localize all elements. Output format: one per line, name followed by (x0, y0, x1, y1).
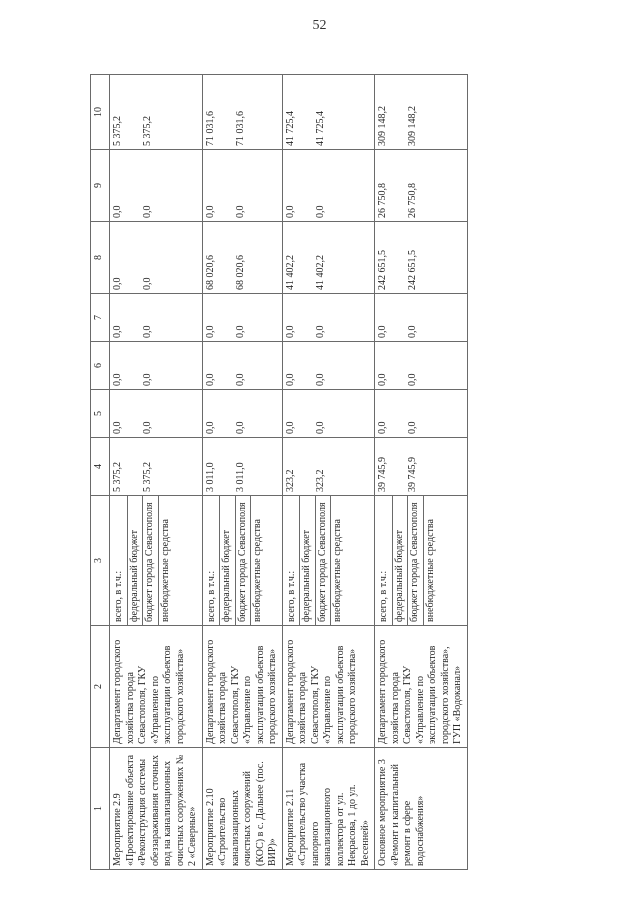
federal-budget-spacer (392, 345, 407, 386)
city-budget-value: 41 402,2 (314, 255, 326, 290)
table-row (202, 75, 282, 870)
event-name-cell: Мероприятие 2.10 «Строительство канализационных очистных сооружений (КОС) в с. Дальнее (пос. ВИР)» (202, 748, 282, 870)
federal-budget-spacer (300, 297, 315, 338)
value-cell-col-4 (202, 438, 282, 496)
value-cell-col-8 (202, 222, 282, 294)
value-cell-col-5 (110, 390, 203, 438)
city-budget-value: 26 750,8 (407, 183, 418, 218)
value-cell-col-6 (110, 342, 203, 390)
city-budget-value: 323,2 (314, 469, 326, 492)
city-budget-value: 68 020,6 (234, 255, 246, 290)
value-cell-col-6 (202, 342, 282, 390)
total-value: 242 651,5 (377, 250, 388, 290)
executor-cell: Департамент городского хозяйства города Севастополя, ГКУ «Управление по эксплуатации объектов городского хозяйства», ГУП «Водоканал» (375, 626, 468, 748)
total-value: 39 745,9 (377, 457, 388, 492)
col-header-7: 7 (91, 294, 110, 342)
total-value: 309 148,2 (377, 106, 388, 146)
value-cell-col-8 (282, 222, 375, 294)
funding-source-label: внебюджетные средства (158, 496, 174, 625)
value-cell-col-4 (282, 438, 375, 496)
total-value: 323,2 (284, 469, 296, 492)
total-value: 0,0 (112, 421, 123, 434)
federal-budget-spacer (127, 393, 142, 434)
city-budget-value: 0,0 (234, 373, 246, 386)
city-budget-value: 242 651,5 (407, 250, 418, 290)
value-cell-col-8 (375, 222, 468, 294)
funding-source-label: федеральный бюджет (392, 496, 408, 625)
col-header-9: 9 (91, 150, 110, 222)
funding-source-label: федеральный бюджет (127, 496, 143, 625)
col-header-1: 1 (91, 748, 110, 870)
table-row (375, 75, 468, 870)
value-cell-col-10 (110, 75, 203, 150)
total-value: 0,0 (204, 421, 216, 434)
city-budget-value: 0,0 (314, 373, 326, 386)
funding-source-label: внебюджетные средства (330, 496, 346, 625)
city-budget-value: 5 375,2 (142, 116, 153, 146)
total-value: 0,0 (112, 325, 123, 338)
funding-source-label: всего, в т.ч.: (113, 570, 124, 622)
value-cell-col-5 (202, 390, 282, 438)
city-budget-value: 0,0 (407, 325, 418, 338)
funding-source-label: бюджет города Севастополя (315, 496, 331, 625)
col-header-2: 2 (91, 626, 110, 748)
federal-budget-spacer (300, 153, 315, 218)
value-cell-col-7 (282, 294, 375, 342)
city-budget-value: 0,0 (142, 325, 153, 338)
city-budget-value: 41 725,4 (314, 111, 326, 146)
total-value: 0,0 (284, 205, 296, 218)
federal-budget-spacer (300, 441, 315, 492)
value-cell-col-7 (202, 294, 282, 342)
funding-source-label: внебюджетные средства (423, 496, 439, 625)
total-value: 5 375,2 (112, 116, 123, 146)
total-value: 0,0 (204, 205, 216, 218)
funding-source-label: всего, в т.ч.: (205, 570, 217, 622)
federal-budget-spacer (220, 78, 235, 146)
value-cell-col-6 (282, 342, 375, 390)
federal-budget-spacer (220, 441, 235, 492)
federal-budget-spacer (127, 78, 142, 146)
city-budget-value: 0,0 (314, 205, 326, 218)
value-cell-col-9 (110, 150, 203, 222)
value-cell-col-9 (202, 150, 282, 222)
event-name-cell: Основное мероприятие 3 «Ремонт и капитальный ремонт в сфере водоснабжения» (375, 748, 468, 870)
col-header-4: 4 (91, 438, 110, 496)
total-value: 41 402,2 (284, 255, 296, 290)
table-row (110, 75, 203, 870)
federal-budget-spacer (392, 393, 407, 434)
table-row (282, 75, 375, 870)
federal-budget-spacer (300, 78, 315, 146)
rotated-table-container (90, 75, 530, 870)
federal-budget-spacer (127, 297, 142, 338)
value-cell-col-4 (110, 438, 203, 496)
federal-budget-spacer (127, 441, 142, 492)
total-value: 0,0 (204, 325, 216, 338)
city-budget-value: 0,0 (142, 373, 153, 386)
page-number: 52 (312, 18, 327, 33)
federal-budget-spacer (300, 345, 315, 386)
funding-source-label: федеральный бюджет (299, 496, 315, 625)
funding-sources-cell (375, 496, 468, 626)
col-header-8: 8 (91, 222, 110, 294)
city-budget-value: 0,0 (142, 205, 153, 218)
funding-sources-cell (202, 496, 282, 626)
value-cell-col-5 (375, 390, 468, 438)
city-budget-value: 0,0 (314, 421, 326, 434)
funding-source-label: бюджет города Севастополя (235, 496, 251, 625)
federal-budget-spacer (220, 393, 235, 434)
city-budget-value: 0,0 (142, 277, 153, 290)
value-cell-col-10 (202, 75, 282, 150)
total-value: 5 375,2 (112, 462, 123, 492)
total-value: 0,0 (377, 325, 388, 338)
event-name-cell: Мероприятие 2.9 «Проектирование объекта «Реконструкция системы обеззараживания сточных вод на канализационных очистных сооружениях № 2 «Северные» (110, 748, 203, 870)
federal-budget-spacer (392, 297, 407, 338)
city-budget-value: 0,0 (234, 205, 246, 218)
funding-source-label: федеральный бюджет (219, 496, 235, 625)
total-value: 0,0 (377, 421, 388, 434)
total-value: 0,0 (204, 373, 216, 386)
federal-budget-spacer (220, 345, 235, 386)
city-budget-value: 71 031,6 (234, 111, 246, 146)
city-budget-value: 3 011,0 (234, 462, 246, 492)
city-budget-value: 0,0 (407, 373, 418, 386)
city-budget-value: 0,0 (234, 325, 246, 338)
total-value: 0,0 (284, 325, 296, 338)
executor-cell: Департамент городского хозяйства города Севастополя, ГКУ «Управление по эксплуатации объектов городского хозяйства» (110, 626, 203, 748)
funding-source-label: бюджет города Севастополя (142, 496, 158, 625)
total-value: 41 725,4 (284, 111, 296, 146)
city-budget-value: 0,0 (407, 421, 418, 434)
city-budget-value: 5 375,2 (142, 462, 153, 492)
executor-cell: Департамент городского хозяйства города Севастополя, ГКУ «Управление по эксплуатации объектов городского хозяйства» (282, 626, 375, 748)
federal-budget-spacer (300, 393, 315, 434)
value-cell-col-8 (110, 222, 203, 294)
event-name-cell: Мероприятие 2.11 «Строительство участка напорного канализационного коллектора от ул. Некрасова, 1 до ул. Весенней» (282, 748, 375, 870)
executor-cell: Департамент городского хозяйства города Севастополя, ГКУ «Управление по эксплуатации объектов городского хозяйства» (202, 626, 282, 748)
city-budget-value: 0,0 (314, 325, 326, 338)
value-cell-col-10 (282, 75, 375, 150)
total-value: 3 011,0 (204, 462, 216, 492)
city-budget-value: 0,0 (142, 421, 153, 434)
city-budget-value: 309 148,2 (407, 106, 418, 146)
federal-budget-spacer (220, 225, 235, 290)
federal-budget-spacer (127, 153, 142, 218)
col-header-5: 5 (91, 390, 110, 438)
value-cell-col-7 (375, 294, 468, 342)
value-cell-col-9 (375, 150, 468, 222)
total-value: 71 031,6 (204, 111, 216, 146)
city-budget-value: 39 745,9 (407, 457, 418, 492)
federal-budget-spacer (392, 225, 407, 290)
federal-budget-spacer (127, 345, 142, 386)
federal-budget-spacer (300, 225, 315, 290)
funding-source-label: бюджет города Севастополя (407, 496, 423, 625)
funding-source-label: всего, в т.ч.: (378, 570, 389, 622)
funding-sources-cell (282, 496, 375, 626)
value-cell-col-6 (375, 342, 468, 390)
total-value: 0,0 (377, 373, 388, 386)
header-row (91, 75, 110, 870)
funding-source-label: всего, в т.ч.: (285, 570, 297, 622)
value-cell-col-9 (282, 150, 375, 222)
federal-budget-spacer (220, 297, 235, 338)
col-header-6: 6 (91, 342, 110, 390)
value-cell-col-5 (282, 390, 375, 438)
total-value: 0,0 (284, 421, 296, 434)
federal-budget-spacer (392, 153, 407, 218)
value-cell-col-7 (110, 294, 203, 342)
value-cell-col-10 (375, 75, 468, 150)
value-cell-col-4 (375, 438, 468, 496)
total-value: 0,0 (284, 373, 296, 386)
federal-budget-spacer (127, 225, 142, 290)
total-value: 0,0 (112, 277, 123, 290)
col-header-3: 3 (91, 496, 110, 626)
city-budget-value: 0,0 (234, 421, 246, 434)
total-value: 0,0 (112, 373, 123, 386)
federal-budget-spacer (220, 153, 235, 218)
total-value: 26 750,8 (377, 183, 388, 218)
federal-budget-spacer (392, 441, 407, 492)
funding-sources-cell (110, 496, 203, 626)
federal-budget-spacer (392, 78, 407, 146)
budget-table (90, 74, 468, 870)
total-value: 68 020,6 (204, 255, 216, 290)
total-value: 0,0 (112, 205, 123, 218)
col-header-10: 10 (91, 75, 110, 150)
funding-source-label: внебюджетные средства (250, 496, 266, 625)
